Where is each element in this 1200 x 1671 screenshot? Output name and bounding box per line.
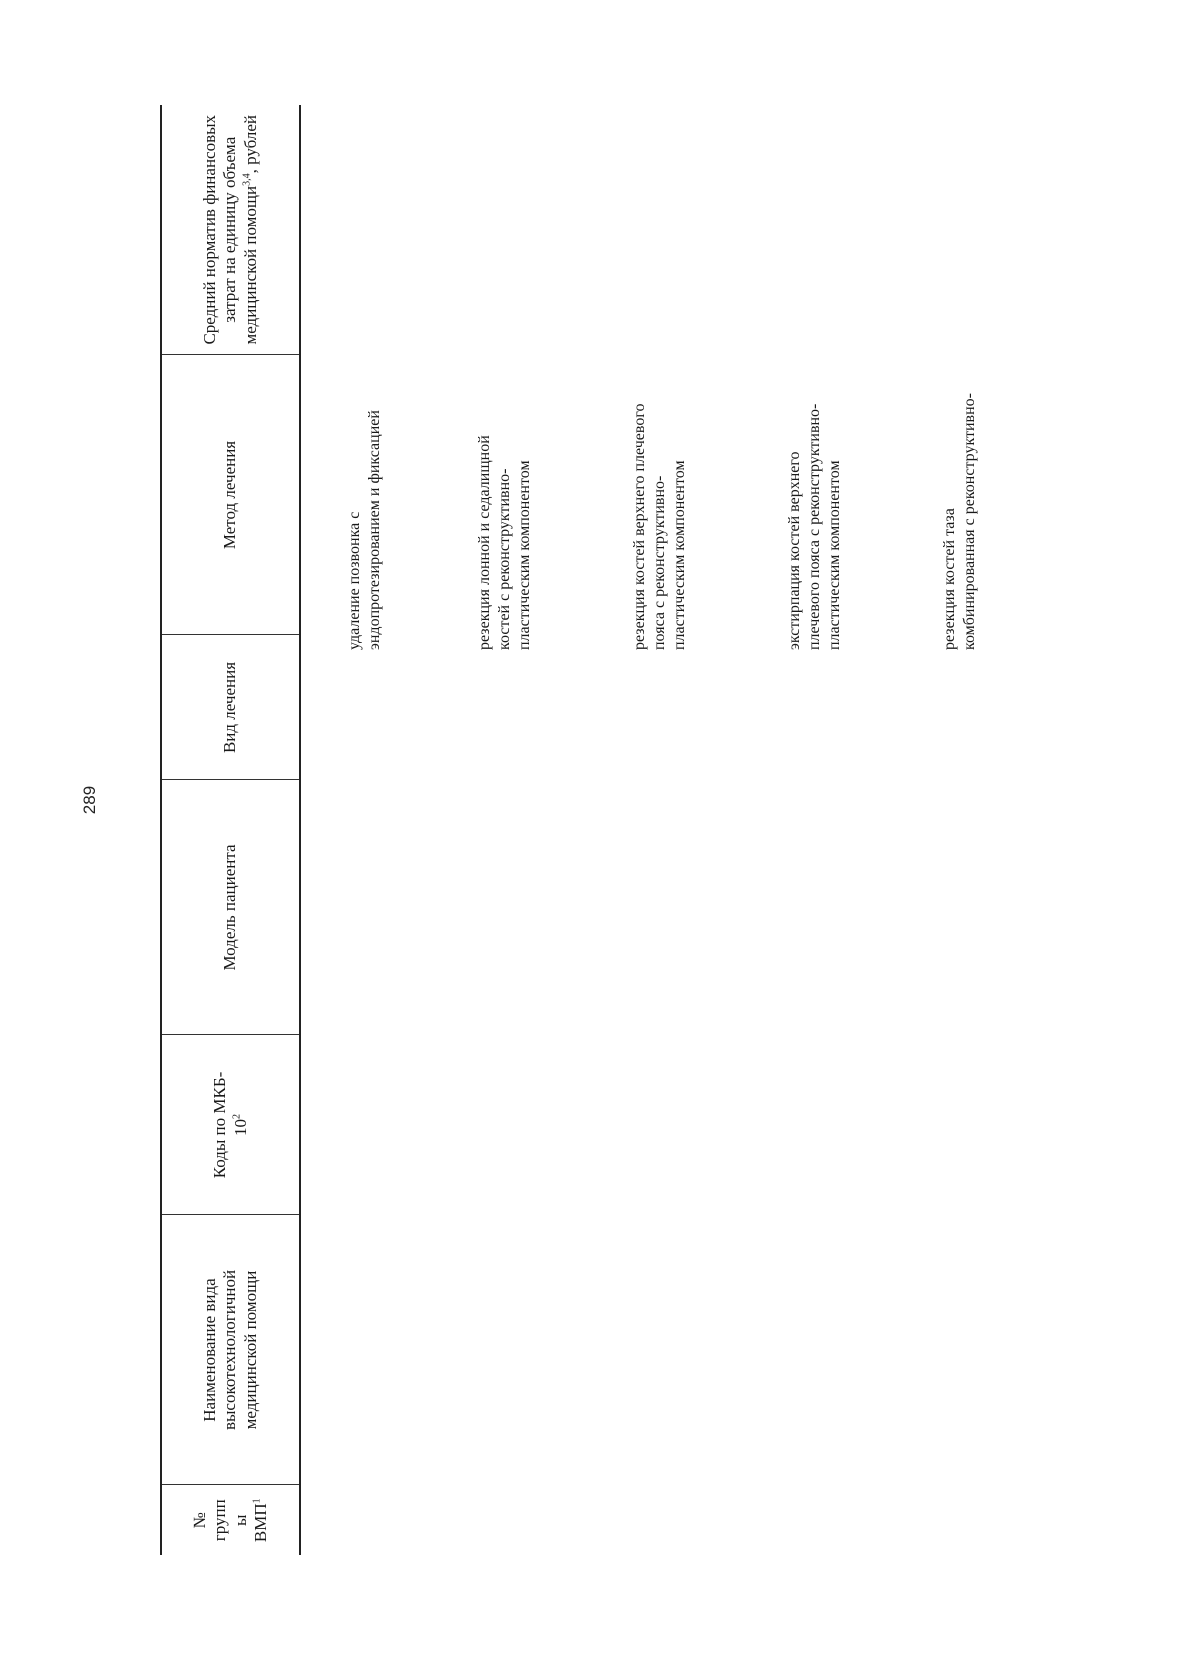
table-header-row <box>161 105 300 1555</box>
header-treatment-type: Вид лечения <box>161 635 300 780</box>
method-item: экстирпация костей верхнего плечевого пояса с реконструктивно-пластическим компонентом <box>786 403 843 650</box>
header-group-number: № групп ы ВМП$^1$ <box>161 1485 300 1555</box>
method-item: резекция костей верхнего плечевого пояса с реконструктивно-пластическим компонентом <box>631 403 688 650</box>
page-number: 289 <box>80 785 99 815</box>
method-item: удаление позвонка с эндопротезированием и фиксацией <box>346 410 383 650</box>
header-average-cost: Средний норматив финансовых затрат на единицу объема медицинской помощи$^{3,4}$, рублей <box>161 105 300 355</box>
header-patient-model: Модель пациента <box>161 780 300 1035</box>
header-treatment-method: Метод лечения <box>161 355 300 635</box>
header-icd-codes: Коды по МКБ- $10^2$ <box>161 1035 300 1215</box>
vmp-table <box>160 105 301 1555</box>
rotated-table-page <box>160 105 1160 1555</box>
header-vmp-name: Наименование вида высокотехнологичной медицинской помощи <box>161 1215 300 1485</box>
method-item: резекция лонной и седалищной костей с реконструктивно-пластическим компонентом <box>476 435 533 650</box>
method-item: резекция костей таза комбинированная с реконструктивно- <box>941 392 978 650</box>
